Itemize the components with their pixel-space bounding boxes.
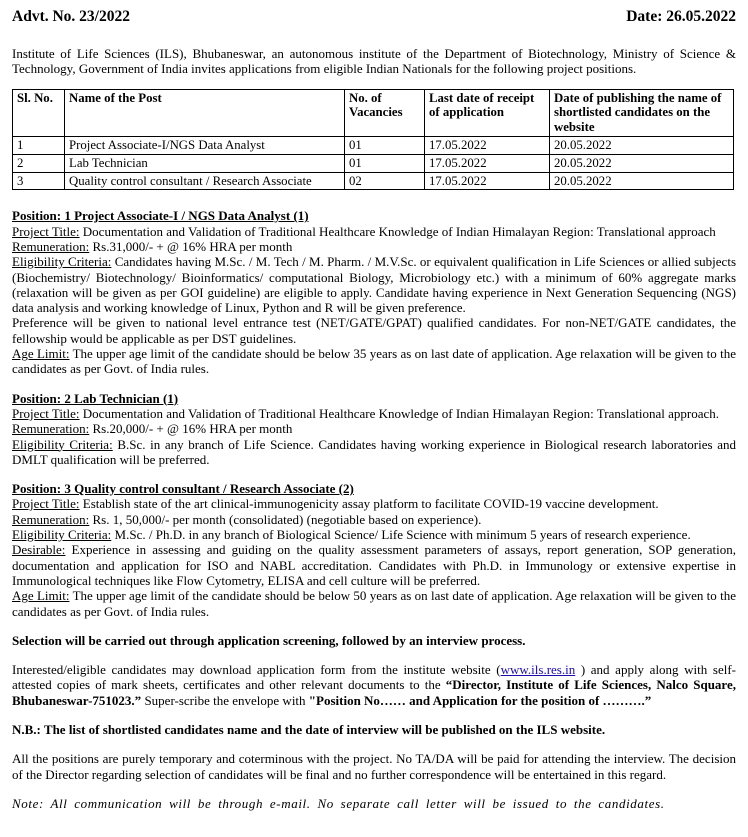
eligibility: [12, 437, 736, 468]
apply-text-3: Super-scribe the envelope with: [141, 692, 309, 708]
age-limit: [12, 588, 736, 619]
table-cell: 01: [345, 154, 425, 172]
age-limit-label: Age Limit:: [12, 346, 70, 362]
project-title-text: Documentation and Validation of Traditional Healthcare Knowledge of Indian Himalayan Region: Translational approach: [79, 223, 716, 239]
project-title: [12, 496, 736, 511]
project-title-label: Project Title:: [12, 496, 80, 512]
table-cell: 1: [13, 136, 65, 154]
age-limit-text: The upper age limit of the candidate should be below 35 years as on last date of application. Age relaxation will be given to the candidates as per Govt. of India rules.: [12, 346, 736, 377]
project-title-label: Project Title:: [12, 223, 80, 239]
remuneration: [12, 512, 736, 527]
project-title-text: Documentation and Validation of Traditional Healthcare Knowledge of Indian Himalayan Region: Translational approach.: [79, 405, 720, 421]
table-row: [13, 172, 734, 190]
eligibility: [12, 254, 736, 315]
table-header: Last date of receipt of application: [425, 89, 550, 136]
positions-table: [12, 89, 734, 191]
intro-paragraph: Institute of Life Sciences (ILS), Bhubaneswar, an autonomous institute of the Department of Biotechnology, Ministry of Science & Technology, Government of India invites applications from eligible Indian Nationals for the following project positions.: [12, 46, 736, 77]
nb-note: N.B.: The list of shortlisted candidates name and the date of interview will be published on the ILS website.: [12, 721, 606, 737]
table-cell: 02: [345, 172, 425, 190]
table-header-row: [13, 89, 734, 136]
eligibility: [12, 527, 736, 542]
table-cell: 2: [13, 154, 65, 172]
position-title: Position: 3 Quality control consultant / Research Associate (2): [12, 481, 354, 497]
remuneration-text: Rs. 1, 50,000/- per month (consolidated) (negotiable based on experience).: [89, 511, 482, 527]
table-cell: 17.05.2022: [425, 136, 550, 154]
apply-text-2: ) and apply along with self-attested copies of mark sheets, certificates and other relevant documents to the: [12, 662, 736, 693]
preference-text: Preference will be given to national level entrance test (NET/GATE/GPAT) qualified candidates. For non-NET/GATE candidates, the fellowship would be applicable as per DST guidelines.: [12, 315, 736, 346]
eligibility-label: Eligibility Criteria:: [12, 527, 112, 543]
table-cell: 20.05.2022: [550, 172, 734, 190]
apply-instructions: [12, 662, 736, 708]
superscribe-text: "Position No…… and Application for the position of ……….”: [308, 692, 652, 708]
director-address: “Director, Institute of Life Sciences, Nalco Square, Bhubaneswar-751023.”: [12, 677, 736, 708]
position-title: Position: 1 Project Associate-I / NGS Data Analyst (1): [12, 208, 309, 224]
table-cell: Project Associate-I/NGS Data Analyst: [65, 136, 345, 154]
advt-date: Date: 26.05.2022: [626, 8, 736, 25]
institute-website-link[interactable]: www.ils.res.in: [500, 662, 576, 678]
age-limit-label: Age Limit:: [12, 588, 70, 604]
table-cell: 20.05.2022: [550, 136, 734, 154]
remuneration-label: Remuneration:: [12, 511, 90, 527]
temporary-positions-note: All the positions are purely temporary and coterminous with the project. No TA/DA will be paid for attending the interview. The decision of the Director regarding selection of candidates will be final and no further correspondence will be entertained in this regard.: [12, 751, 736, 782]
position-title: Position: 2 Lab Technician (1): [12, 390, 179, 406]
table-cell: 17.05.2022: [425, 154, 550, 172]
desirable-label: Desirable:: [12, 542, 66, 558]
eligibility-text: M.Sc. / Ph.D. in any branch of Biological Science/ Life Science with minimum 5 years of research experience.: [111, 527, 691, 543]
position-3-section: [12, 481, 736, 619]
table-cell: 20.05.2022: [550, 154, 734, 172]
table-cell: Lab Technician: [65, 154, 345, 172]
eligibility-text: B.Sc. in any branch of Life Science. Candidates having working experience in Biological research laboratories and DMLT qualification will be preferred.: [12, 436, 736, 467]
table-row: [13, 154, 734, 172]
remuneration-text: Rs.31,000/- + @ 16% HRA per month: [89, 238, 293, 254]
table-header: Sl. No.: [13, 89, 65, 136]
remuneration-label: Remuneration:: [12, 421, 90, 437]
remuneration: [12, 421, 736, 436]
table-row: [13, 136, 734, 154]
table-cell: 17.05.2022: [425, 172, 550, 190]
age-limit: [12, 346, 736, 377]
desirable-text: Experience in assessing and guiding on the quality assessment parameters of assays, report generation, SOP generation, documentation and application for ISO and NABL accreditation. Candidates with Ph.D. in Immunology or extensive expertise in Immunological techniques like Flow Cytometry, ELISA and cell culture will be preferred.: [12, 542, 736, 588]
remuneration-label: Remuneration:: [12, 238, 90, 254]
header-row: [12, 8, 736, 26]
table-cell: 01: [345, 136, 425, 154]
age-limit-text: The upper age limit of the candidate should be below 50 years as on last date of application. Age relaxation will be given to the candidates as per Govt. of India rules.: [12, 588, 736, 619]
project-title: [12, 406, 736, 421]
project-title-text: Establish state of the art clinical-immunogenicity assay platform to facilitate COVID-19 vaccine development.: [79, 496, 659, 512]
eligibility-text: Candidates having M.Sc. / M. Tech / M. Pharm. / M.V.Sc. or equivalent qualification in Life Sciences or allied subjects (Biochemistry/ Biotechnology/ Bioinformatics/ computational Biology, Microbiology etc.) with a minimum of 60% aggregate marks (relaxation will be given as per GOI guideline) are eligible to apply. Candidate having experience in Next Generation Sequencing (NGS) data analysis and working knowledge of Linux, Python and R will be given preference.: [12, 254, 737, 316]
eligibility-label: Eligibility Criteria:: [12, 254, 112, 270]
position-1-section: [12, 208, 736, 376]
table-header: Date of publishing the name of shortlisted candidates on the website: [550, 89, 734, 136]
advt-number: Advt. No. 23/2022: [12, 8, 130, 25]
remuneration: [12, 239, 736, 254]
remuneration-text: Rs.20,000/- + @ 16% HRA per month: [89, 421, 293, 437]
communication-note: Note: All communication will be through e-mail. No separate call letter will be issued to the candidates.: [12, 795, 665, 811]
table-cell: 3: [13, 172, 65, 190]
eligibility-label: Eligibility Criteria:: [12, 436, 113, 452]
table-cell: Quality control consultant / Research Associate: [65, 172, 345, 190]
desirable: [12, 542, 736, 588]
selection-note: Selection will be carried out through application screening, followed by an interview process.: [12, 632, 526, 648]
table-header: Name of the Post: [65, 89, 345, 136]
position-2-section: [12, 391, 736, 467]
apply-text-1: Interested/eligible candidates may download application form from the institute website (: [12, 662, 501, 678]
table-header: No. of Vacancies: [345, 89, 425, 136]
project-title-label: Project Title:: [12, 405, 80, 421]
project-title: [12, 224, 736, 239]
